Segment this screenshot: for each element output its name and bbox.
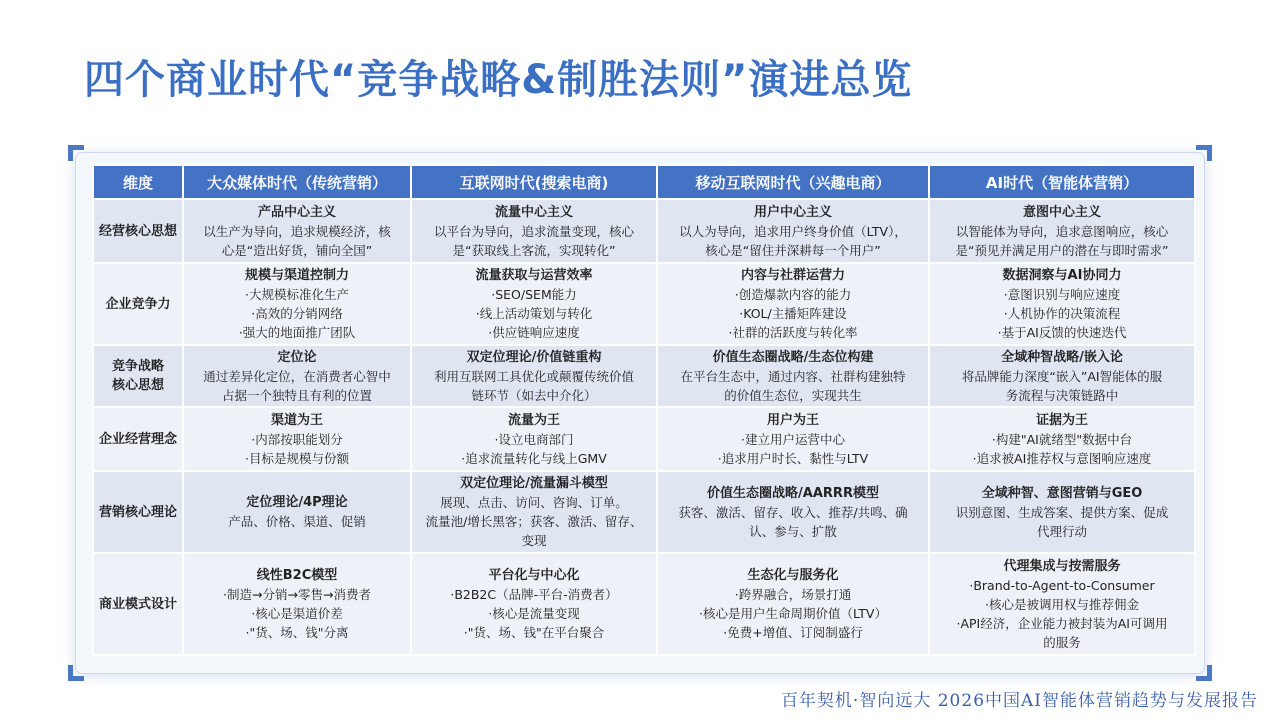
cell-title: 意图中心主义 bbox=[1022, 204, 1101, 220]
table-cell bbox=[929, 263, 1195, 345]
table-cell bbox=[929, 471, 1195, 553]
cell-title: 内容与社群运营力 bbox=[740, 268, 845, 283]
cell-text-line: ·线上活动策划与转化 bbox=[475, 306, 593, 321]
frame-corner-bottom-left bbox=[68, 665, 84, 681]
table-cell bbox=[183, 263, 411, 345]
cell-text-line: 获客、激活、留存、收入、推荐/共鸣、确 bbox=[678, 504, 908, 520]
table-cell bbox=[183, 345, 411, 407]
cell-title: 线性B2C模型 bbox=[256, 568, 338, 583]
row-dimension-label: 企业竞争力 bbox=[93, 263, 183, 345]
table-cell bbox=[183, 471, 411, 553]
cell-text-line: ·核心是用户生命周期价值（LTV） bbox=[699, 606, 887, 621]
cell-title: 用户为王 bbox=[766, 412, 819, 428]
cell-title: 用户中心主义 bbox=[753, 204, 832, 220]
cell-text-line: ·追求用户时长、黏性与LTV bbox=[717, 450, 869, 466]
cell-title: 价值生态圈战略/AARRR模型 bbox=[707, 485, 879, 501]
cell-text-line: 变现 bbox=[521, 533, 547, 548]
table-cell bbox=[929, 345, 1195, 407]
cell-text-line: ·供应链响应速度 bbox=[488, 325, 580, 340]
cell-text-line: ·高效的分销网络 bbox=[251, 306, 343, 321]
cell-title: 全域种智、意图营销与GEO bbox=[981, 485, 1143, 501]
table-cell bbox=[411, 263, 657, 345]
cell-text-line: ·B2B2C（品牌-平台-消费者） bbox=[450, 587, 618, 602]
cell-text-line: ·追求被AI推荐权与意图响应速度 bbox=[972, 450, 1152, 466]
cell-text-line: ·核心是流量变现 bbox=[488, 606, 580, 621]
cell-title: 定位理论/4P理论 bbox=[246, 495, 348, 510]
cell-text-line: 以智能体为导向，追求意图响应，核心 bbox=[955, 223, 1169, 239]
table-cell bbox=[657, 471, 929, 553]
cell-text-line: ·"货、场、钱"在平台聚合 bbox=[463, 625, 605, 640]
cell-title: 平台化与中心化 bbox=[488, 568, 580, 583]
cell-title: 规模与渠道控制力 bbox=[244, 268, 349, 283]
cell-text-line: ·Brand-to-Agent-to-Consumer bbox=[969, 577, 1155, 593]
table-cell bbox=[657, 263, 929, 345]
dimension-label-line: 竞争战略 bbox=[111, 359, 164, 374]
cell-text-line: 占据一个独特且有利的位置 bbox=[221, 387, 372, 403]
cell-text-line: ·意图识别与响应速度 bbox=[1003, 287, 1121, 302]
header-ai-era: AI时代（智能体营销） bbox=[929, 165, 1195, 199]
cell-text-line: ·核心是渠道价差 bbox=[251, 606, 343, 621]
cell-text-line: ·KOL/主播矩阵建设 bbox=[739, 306, 847, 321]
table-header-row bbox=[93, 165, 1195, 199]
cell-text-line: 以平台为导向，追求流量变现，核心 bbox=[433, 223, 634, 239]
frame-corner-bottom-right bbox=[1196, 665, 1212, 681]
cell-title: 代理集成与按需服务 bbox=[1003, 558, 1121, 574]
cell-title: 价值生态圈战略/生态位构建 bbox=[712, 349, 874, 365]
table-cell bbox=[929, 407, 1195, 471]
table-row bbox=[93, 263, 1195, 345]
footer-report-title: 百年契机·智向远大 2026中国AI智能体营销趋势与发展报告 bbox=[780, 691, 1258, 711]
cell-text-line: 产品、价格、渠道、促销 bbox=[228, 514, 366, 529]
table-cell bbox=[411, 199, 657, 263]
cell-text-line: ·API经济，企业能力被封装为AI可调用 bbox=[956, 615, 1168, 631]
cell-title: 流量为王 bbox=[507, 412, 560, 428]
cell-text-line: ·"货、场、钱"分离 bbox=[245, 625, 349, 640]
cell-text-line: 务流程与决策链路中 bbox=[1005, 387, 1119, 403]
cell-text-line: ·构建"AI就绪型"数据中台 bbox=[991, 431, 1133, 447]
row-dimension-label: 商业模式设计 bbox=[93, 553, 183, 655]
cell-title: 渠道为王 bbox=[270, 412, 323, 428]
cell-text-line: ·人机协作的决策流程 bbox=[1003, 306, 1121, 321]
table-row bbox=[93, 345, 1195, 407]
row-dimension-label: 营销核心理论 bbox=[93, 471, 183, 553]
cell-text-line: ·强大的地面推广团队 bbox=[238, 325, 356, 340]
cell-text-line: ·追求流量转化与线上GMV bbox=[461, 450, 607, 466]
cell-text-line: 的价值生态位，实现共生 bbox=[724, 387, 862, 403]
cell-text-line: ·创造爆款内容的能力 bbox=[734, 287, 852, 302]
table-cell bbox=[183, 553, 411, 655]
cell-text-line: ·免费+增值、订阅制盛行 bbox=[723, 625, 863, 640]
header-mass-media-era: 大众媒体时代（传统营销） bbox=[183, 165, 411, 199]
era-comparison-table bbox=[92, 164, 1196, 656]
header-dimension: 维度 bbox=[93, 165, 183, 199]
cell-text-line: ·大规模标准化生产 bbox=[245, 287, 349, 302]
table-cell bbox=[411, 471, 657, 553]
cell-text-line: 展现、点击、访问、咨询、订单。 bbox=[440, 495, 628, 510]
table-cell bbox=[929, 199, 1195, 263]
cell-text-line: 通过差异化定位，在消费者心智中 bbox=[203, 368, 391, 384]
cell-text-line: ·目标是规模与份额 bbox=[245, 450, 349, 466]
cell-text-line: 在平台生态中，通过内容、社群构建独特 bbox=[680, 368, 906, 384]
row-dimension-label bbox=[93, 345, 183, 407]
page-title: 四个商业时代“竞争战略&制胜法则”演进总览 bbox=[84, 57, 913, 103]
table-cell bbox=[929, 553, 1195, 655]
cell-title: 产品中心主义 bbox=[257, 204, 336, 220]
table-row bbox=[93, 553, 1195, 655]
table-cell bbox=[183, 407, 411, 471]
cell-title: 双定位理论/流量漏斗模型 bbox=[460, 476, 608, 491]
cell-title: 证据为王 bbox=[1035, 412, 1088, 428]
cell-text-line: ·建立用户运营中心 bbox=[741, 431, 845, 447]
table-cell bbox=[657, 553, 929, 655]
cell-text-line: 将品牌能力深度“嵌入”AI智能体的服 bbox=[961, 368, 1163, 384]
cell-text-line: ·制造→分销→零售→消费者 bbox=[223, 587, 371, 602]
header-mobile-internet-era: 移动互联网时代（兴趣电商） bbox=[657, 165, 929, 199]
row-dimension-label: 企业经营理念 bbox=[93, 407, 183, 471]
dimension-label-line: 核心思想 bbox=[111, 378, 164, 393]
table-row bbox=[93, 407, 1195, 471]
cell-text-line: 识别意图、生成答案、提供方案、促成 bbox=[955, 504, 1169, 520]
cell-title: 双定位理论/价值链重构 bbox=[466, 349, 602, 365]
table-cell bbox=[411, 407, 657, 471]
cell-text-line: 是“获取线上客流，实现转化” bbox=[452, 242, 616, 258]
cell-text-line: 核心是“留住并深耕每一个用户” bbox=[705, 242, 881, 258]
cell-text-line: 链环节（如去中介化） bbox=[471, 387, 597, 403]
table-cell bbox=[411, 345, 657, 407]
cell-title: 数据洞察与AI协同力 bbox=[1002, 268, 1122, 283]
table-cell bbox=[411, 553, 657, 655]
cell-text-line: 流量池/增长黑客；获客、激活、留存、 bbox=[425, 514, 643, 529]
frame-corner-top-left bbox=[68, 145, 84, 161]
cell-text-line: 以生产为导向，追求规模经济，核 bbox=[203, 223, 391, 239]
cell-text-line: ·SEO/SEM能力 bbox=[491, 287, 577, 302]
header-internet-era: 互联网时代(搜索电商) bbox=[411, 165, 657, 199]
cell-text-line: ·社群的活跃度与转化率 bbox=[728, 325, 858, 340]
cell-title: 全域种智战略/嵌入论 bbox=[1001, 349, 1123, 365]
cell-title: 生态化与服务化 bbox=[747, 568, 839, 583]
frame-corner-top-right bbox=[1196, 145, 1212, 161]
table-cell bbox=[657, 345, 929, 407]
cell-text-line: 认、参与、扩散 bbox=[749, 523, 837, 539]
cell-text-line: 是“预见并满足用户的潜在与即时需求” bbox=[955, 242, 1169, 258]
cell-title: 流量获取与运营效率 bbox=[475, 268, 593, 283]
cell-text-line: ·跨界融合，场景打通 bbox=[734, 587, 852, 602]
table-cell bbox=[657, 407, 929, 471]
cell-text-line: 代理行动 bbox=[1036, 523, 1087, 539]
table-cell bbox=[183, 199, 411, 263]
table-row bbox=[93, 199, 1195, 263]
cell-text-line: 利用互联网工具优化或颠覆传统价值 bbox=[433, 368, 634, 384]
cell-text-line: ·内部按职能划分 bbox=[251, 431, 343, 447]
cell-text-line: 的服务 bbox=[1043, 634, 1081, 650]
cell-title: 流量中心主义 bbox=[494, 204, 573, 220]
table-row bbox=[93, 471, 1195, 553]
cell-text-line: 心是“造出好货，铺向全国” bbox=[221, 242, 373, 258]
cell-text-line: ·核心是被调用权与推荐佣金 bbox=[985, 596, 1139, 612]
table-cell bbox=[657, 199, 929, 263]
cell-text-line: ·设立电商部门 bbox=[494, 431, 574, 447]
cell-text-line: 以人为导向，追求用户终身价值（LTV）， bbox=[679, 223, 907, 239]
row-dimension-label: 经营核心思想 bbox=[93, 199, 183, 263]
cell-title: 定位论 bbox=[277, 349, 317, 365]
cell-text-line: ·基于AI反馈的快速迭代 bbox=[997, 325, 1127, 340]
